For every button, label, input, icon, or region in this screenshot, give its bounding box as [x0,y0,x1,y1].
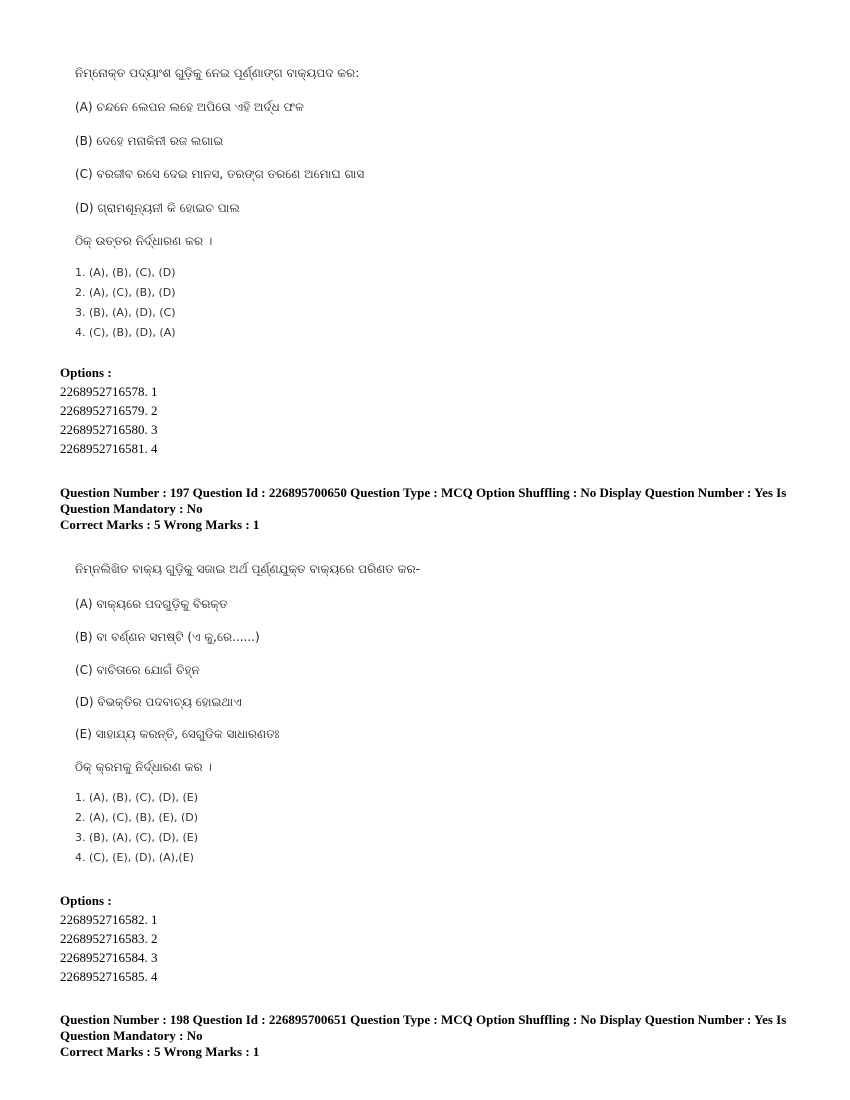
answer-choice-1: 1. (A), (B), (C), (D), (E) [75,791,199,804]
question-meta-line: Question Mandatory : No [60,501,203,516]
answer-choice-4: 4. (C), (B), (D), (A) [75,326,176,339]
marks-line: Correct Marks : 5 Wrong Marks : 1 [60,517,260,532]
statement-d: (D) ଗ୍ରାମଶୂନ୍ୟନୀ କି ହୋଇଚ ପାଲ [75,201,240,215]
option-row: 2268952716579. 2 [60,403,158,418]
options-heading: Options : [60,365,112,380]
question-prompt: ଠିକ୍ ଉତ୍ତର ନିର୍ଦ୍ଧାରଣ କର । [75,234,213,248]
option-row: 2268952716583. 2 [60,931,158,946]
question-meta-line: Question Number : 197 Question Id : 226895700650 Question Type : MCQ Option Shuffling : No Display Question Number : Yes Is [60,485,787,500]
answer-choice-4: 4. (C), (E), (D), (A),(E) [75,851,194,864]
option-row: 2268952716581. 4 [60,441,158,456]
option-row: 2268952716584. 3 [60,950,158,965]
question-198-meta [60,1012,800,1060]
answer-choice-1: 1. (A), (B), (C), (D) [75,266,176,279]
statement-a: (A) ଚନ୍ଦନେ ଲେପନ ଲହେ ଅପିତୋ ଏହି ଅର୍ଦ୍ଧ ଫଳ [75,100,304,114]
statement-a: (A) ବାକ୍ୟରେ ପଦଗୁଡ଼ିକୁ ବିରକ୍ତ [75,597,228,611]
answer-choice-3: 3. (B), (A), (C), (D), (E) [75,831,199,844]
question-197-meta [60,485,800,533]
answer-choice-2: 2. (A), (C), (B), (E), (D) [75,811,199,824]
statement-d: (D) ବିଭକ୍ତିର ପଦବାଚ୍ୟ ହୋଇଥାଏ [75,695,242,709]
question-instruction: ନିମ୍ନୋକ୍ତ ପଦ୍ୟାଂଶ ଗୁଡ଼ିକୁ ନେଇ ପୂର୍ଣ୍ଣାଙ୍ଗ ବାକ୍ୟପଦ କର: [75,66,360,80]
question-instruction: ନିମ୍ନଲିଖିତ ବାକ୍ୟ ଗୁଡ଼ିକୁ ସଜାଇ ଅର୍ଥ ପୂର୍ଣ୍ଣଯୁକ୍ତ ବାକ୍ୟରେ ପରିଣତ କର- [75,562,420,576]
statement-b: (B) ବା ବର୍ଣ୍ଣନ ସମଷ୍ଟି (ଏ କୁ,ରେ......) [75,630,260,644]
question-meta-line: Question Mandatory : No [60,1028,203,1043]
answer-choice-2: 2. (A), (C), (B), (D) [75,286,176,299]
option-row: 2268952716585. 4 [60,969,158,984]
answer-choice-3: 3. (B), (A), (D), (C) [75,306,176,319]
statement-e: (E) ସାହାଯ୍ୟ କରନ୍ତି, ସେଗୁଡିକ ସାଧାରଣତଃ [75,727,280,741]
marks-line: Correct Marks : 5 Wrong Marks : 1 [60,1044,260,1059]
question-meta-line: Question Number : 198 Question Id : 226895700651 Question Type : MCQ Option Shuffling : No Display Question Number : Yes Is [60,1012,787,1027]
options-heading: Options : [60,893,112,908]
statement-c: (C) ବାଚିତାରେ ଯୋଗଁ ଚିହ୍ନ [75,663,200,677]
question-prompt: ଠିକ୍ କ୍ରମକୁ ନିର୍ଦ୍ଧାରଣ କର । [75,760,212,774]
statement-b: (B) ଦେହେ ମନାକିନୀ ରଜ ଲଗାଇ [75,134,224,148]
option-row: 2268952716578. 1 [60,384,158,399]
option-row: 2268952716582. 1 [60,912,158,927]
statement-c: (C) ବରଜୀବ ରସେ ଦେଇ ମାନସ, ତରଙ୍ଗ ତରଣେ ଅମୋଘ ଗାସ [75,167,365,181]
option-row: 2268952716580. 3 [60,422,158,437]
